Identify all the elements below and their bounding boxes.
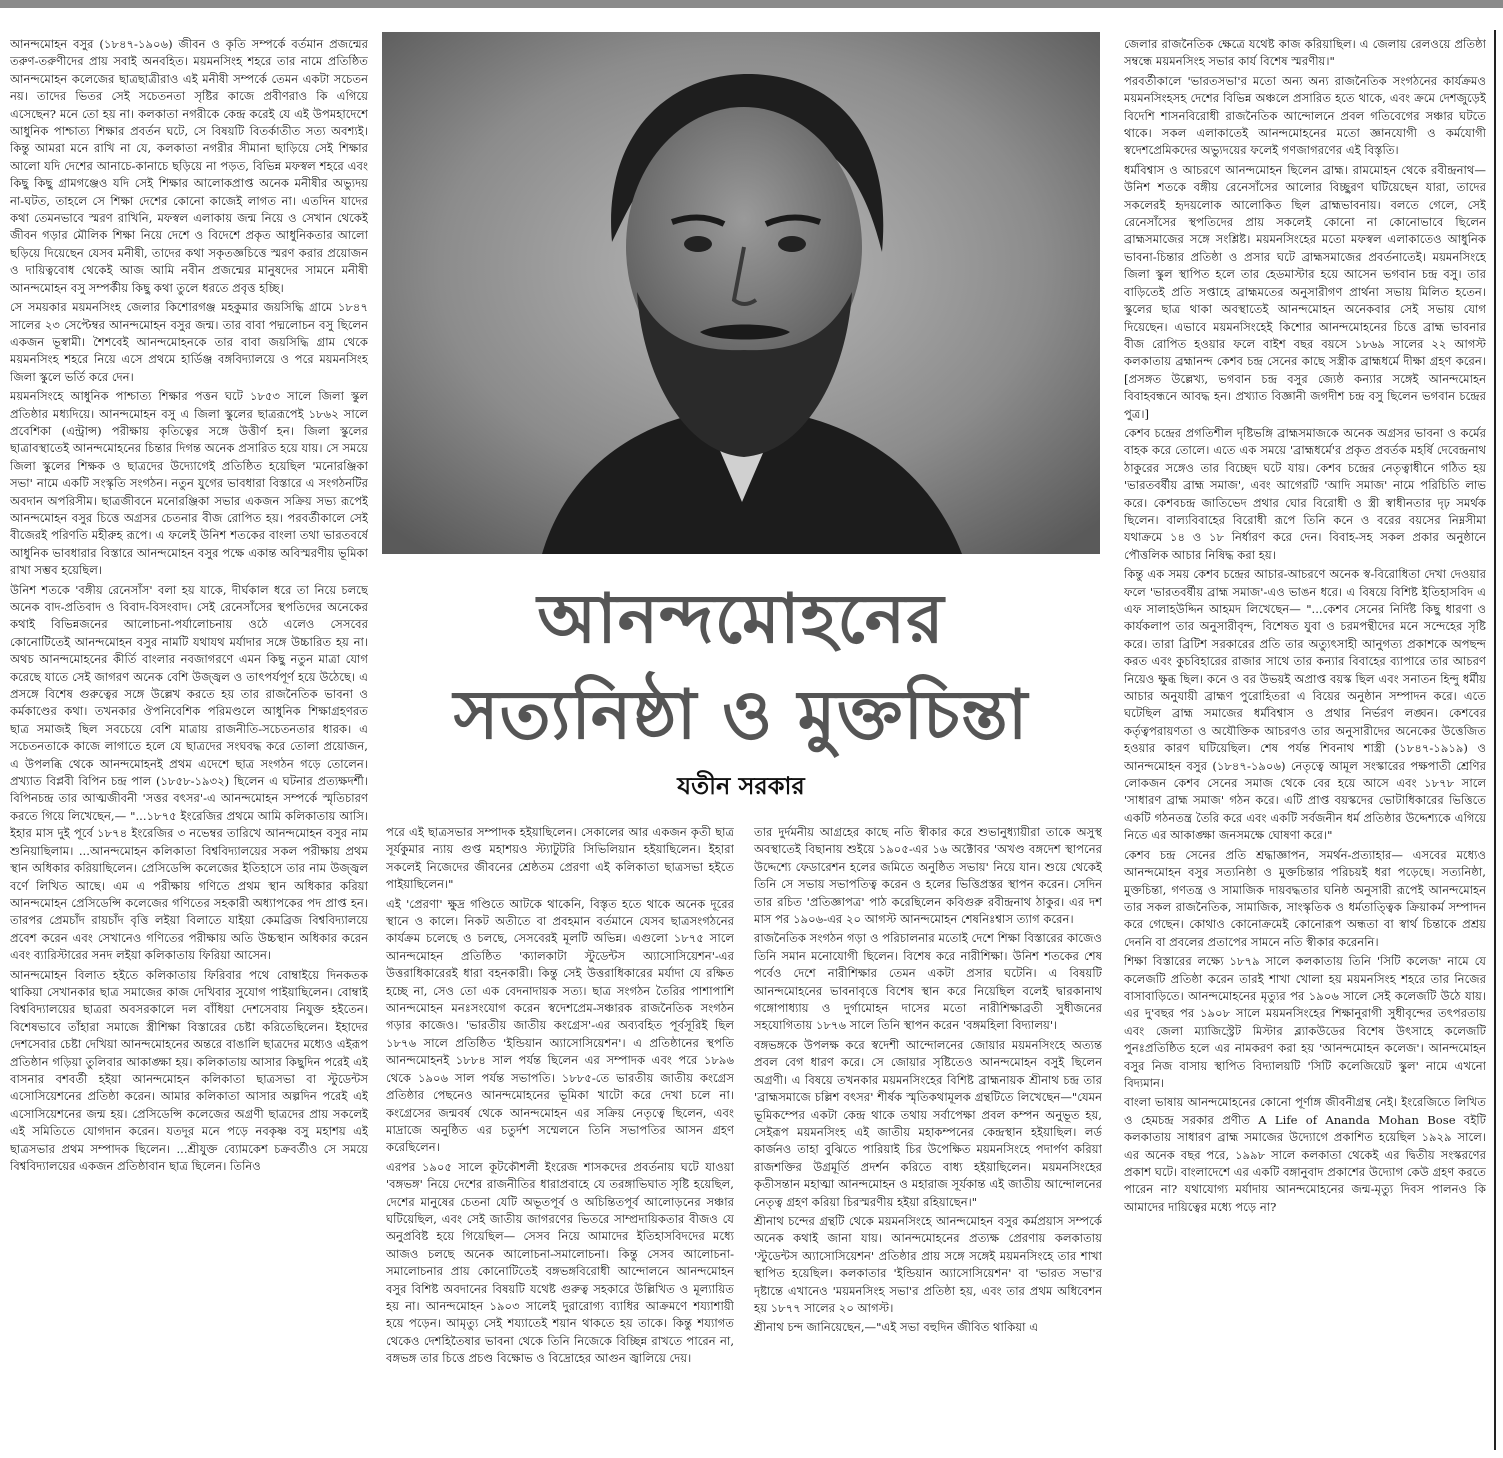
paragraph: পরবর্তীকালে 'ভারতসভা'র মতো অন্য অন্য রাজনৈতিক সংগঠনের কার্যক্রমও ময়মনসিংহসহ দেশের বিভিন্ন অঞ্চলে প্রসারিত হতে থাকে, এবং ক্রমে দেশজুড়েই বিদেশি শাসনবিরোধী রাজনৈতিক আন্দোলনে প্রবল গতিবেগের সঞ্চার ঘটতে থাকে। সকল এলাকাতেই আনন্দমোহনের মতো জ্ঞানযোগী ও কর্মযোগী স্বদেশপ্রেমিকদের অভ্যুদয়ের ফলেই গণজাগরণের এই বিস্তৃতি। <box>1124 73 1486 158</box>
headline <box>382 572 1100 764</box>
paragraph: শিক্ষা বিস্তারের লক্ষ্যে ১৮৭৯ সালে কলকাতায় তিনি 'সিটি কলেজ' নামে যে কলেজটি প্রতিষ্ঠা করেন তারই শাখা খোলা হয় ময়মনসিংহ শহরে তার নিজের বাসাবাড়িতে। আনন্দমোহনের মৃত্যুর পর ১৯০৬ সালে সেই কলেজটি উঠে যায়। এর দু'বছর পর ১৯০৮ সালে ময়মনসিংহের শিক্ষানুরাগী সুধীবৃন্দের তৎপরতায় এবং জেলা ম্যাজিস্ট্রেট মিস্টার ব্ল্যাকউডের বিশেষ উৎসাহে কলেজটি পুনঃপ্রতিষ্ঠিত হলে এর নামকরণ করা হয় 'আনন্দমোহন কলেজ'। আনন্দমোহন বসুর নিজ বাসায় স্থাপিত বিদ্যালয়টি 'সিটি কলেজিয়েট স্কুল' নামে এখনো বিদ্যমান। <box>1124 954 1486 1090</box>
paragraph: এই 'প্রেরণা' ক্ষুদ্র গণ্ডিতে আটকে থাকেনি, বিস্তৃত হতে থাকে অনেক দূরের স্থানে ও কালে। নিকট অতীতে বা প্রবহমান বর্তমানে যেসব ছাত্রসংগঠনের কার্যক্রম চলেছে ও চলছে, সেসবেরই মূলটি অভিন্ন। এগুলো ১৮৭৫ সালে আনন্দমোহন প্রতিষ্ঠিত 'ক্যালকাটা স্টুডেন্টস অ্যাসোসিয়েশন'-এর উত্তরাধিকারেরই ধারা বহনকারী। কিন্তু সেই উত্তরাধিকারের মর্যাদা যে রক্ষিত হচ্ছে না, সেও তো এক বেদনাদায়ক সত্য। ছাত্র সংগঠন তৈরির পাশাপাশি আনন্দমোহন মনঃসংযোগ করেন স্বদেশপ্রেম-সঞ্চারক রাজনৈতিক সংগঠন গড়ার কাজেও। 'ভারতীয় জাতীয় কংগ্রেস'-এর অব্যবহিত পূর্বসূরিই ছিল ১৮৭৬ সালে প্রতিষ্ঠিত 'ইন্ডিয়ান অ্যাসোসিয়েশন'। এ প্রতিষ্ঠানের স্থপতি আনন্দমোহনই ১৮৮৪ সাল পর্যন্ত ছিলেন এর সম্পাদক এবং পরে ১৮৯৬ থেকে ১৯০৬ সাল পর্যন্ত সভাপতি। ১৮৮৫-তে ভারতীয় জাতীয় কংগ্রেস প্রতিষ্ঠার পেছনেও আনন্দমোহনের ভূমিকা খাটো করে দেখা চলে না। কংগ্রেসের জন্মবর্ষ থেকে আনন্দমোহন এর সক্রিয় নেতৃত্বে ছিলেন, এবং মাদ্রাজে অনুষ্ঠিত এর চতুর্দশ সম্মেলনে তিনি সভাপতির আসন গ্রহণ করেছিলেন। <box>386 896 734 1155</box>
paragraph: এরপর ১৯০৫ সালে কূটকৌশলী ইংরেজ শাসকদের প্রবর্তনায় ঘটে যাওয়া 'বঙ্গভঙ্গ' নিয়ে দেশের রাজনীতির ধারাপ্রবাহে যে তরঙ্গাভিঘাত সৃষ্টি হয়েছিল, দেশের মানুষের চেতনা যেটি অভূতপূর্ব ও অচিন্তিতপূর্ব আলোড়নের সঞ্চার ঘটিয়েছিল, এবং সেই জাতীয় জাগরণের ভিতরে সাম্প্রদায়িকতার বীজও যে অনুপ্রবিষ্ট হয়ে গিয়েছিল— সেসব নিয়ে আমাদের ইতিহাসবিদদের মধ্যে আজও চলছে অনেক আলোচনা-সমালোচনা। কিন্তু সেসব আলোচনা-সমালোচনার প্রায় কোনোটিতেই বঙ্গভঙ্গবিরোধী আন্দোলনে আনন্দমোহন বসুর বিশিষ্ট অবদানের বিষয়টি যথেষ্ট গুরুত্ব সহকারে উল্লিখিত ও মূল্যায়িত হয় না। আনন্দমোহন ১৯০৩ সালেই দুরারোগ্য ব্যাধির আক্রমণে শয্যাশায়ী হয়ে পড়েন। আমৃত্যু সেই শয্যাতেই শয়ান থাকতে হয় তাকে। কিন্তু শয্যাগত থেকেও দেশহিতৈষার ভাবনা থেকে তিনি নিজেকে বিচ্ছিন্ন রাখতে পারেন না, বঙ্গভঙ্গ তার চিত্তে প্রচণ্ড বিক্ষোভ ও বিদ্রোহের আগুন জ্বালিয়ে দেয়। <box>386 1159 734 1366</box>
article-column-1 <box>10 36 368 1450</box>
paragraph: জেলার রাজনৈতিক ক্ষেত্রে যথেষ্ট কাজ করিয়াছিল। এ জেলায় রেলওয়ে প্রতিষ্ঠা সম্বন্ধে ময়মনসিংহ সভার কার্য বিশেষ স্মরণীয়।" <box>1124 37 1486 69</box>
headline-line-2: সত্যনিষ্ঠা ও মুক্তচিন্তা <box>453 676 1029 755</box>
paragraph: কেশব চন্দ্রের প্রগতিশীল দৃষ্টিভঙ্গি ব্রাহ্মসমাজকে অনেক অগ্রসর ভাবনা ও কর্মের বাহক করে তোলে। এতে এক সময়ে 'ব্রাহ্মধর্মে'র প্রকৃত প্রবর্তক মহর্ষি দেবেন্দ্রনাথ ঠাকুরের সঙ্গেও তার বিচ্ছেদ ঘটে যায়। কেশব চন্দ্রের নেতৃত্বাধীনে গঠিত হয় 'ভারতবর্ষীয় ব্রাহ্ম সমাজ', এবং আগেরটি 'আদি সমাজ' নামে পরিচিতি লাভ করে। কেশবচন্দ্র জাতিভেদ প্রথার ঘোর বিরোধী ও স্ত্রী স্বাধীনতার দৃঢ় সমর্থক ছিলেন। বাল্যবিবাহের বিরোধী রূপে তিনি কনে ও বরের বয়সের নিম্নসীমা যথাক্রমে ১৪ ও ১৮ নির্ধারণ করে দেন। বিবাহ-সহ সকল প্রকার অনুষ্ঠানে পৌত্তলিক আচার নিষিদ্ধ করা হয়। <box>1124 425 1486 562</box>
paragraph: পরে এই ছাত্রসভার সম্পাদক হইয়াছিলেন। সেকালের আর একজন কৃতী ছাত্র সূর্যকুমার ন্যায় গুপ্ত মহাশয়ও স্ট্যাটুটরি সিভিলিয়ান হইয়াছিলেন। ইহারা সকলেই নিজেদের জীবনের শ্রেষ্ঠতম প্রেরণা এই কলিকাতা ছাত্রসভা হইতে পাইয়াছিলেন।" <box>386 825 734 892</box>
portrait-illustration <box>382 32 1100 554</box>
paragraph: কিন্তু এক সময় কেশব চন্দ্রের আচার-আচরণে অনেক স্ব-বিরোধিতা দেখা দেওয়ার ফলে 'ভারতবর্ষীয় ব্রাহ্ম সমাজ'-এও ভাঙন ধরে। এ বিষয়ে বিশিষ্ট ইতিহাসবিদ এ এফ সালাহউদ্দিন আহমদ লিখেছেন— "...কেশব সেনের নির্দিষ্ট কিছু ধারণা ও কার্যকলাপ তার অনুসারীবৃন্দ, বিশেষত যুবা ও চরমপন্থীদের মনে সন্দেহের সৃষ্টি করে। তারা ব্রিটিশ সরকারের প্রতি তার অত্যুৎসাহী আনুগত্য প্রকাশকে অপছন্দ করত এবং কুচবিহারের রাজার সাথে তার কন্যার বিবাহের ব্যাপারে তার আচরণ নিয়েও ক্ষুব্ধ ছিল। কনে ও বর উভয়ই অপ্রাপ্ত বয়স্ক ছিল এবং সনাতন হিন্দু ধর্মীয় আচার অনুযায়ী ব্রাহ্মণ পুরোহিতরা এ বিয়ের অনুষ্ঠান সম্পাদন করে। এতে ঘটেছিল ব্রাহ্ম সমাজের ধর্মবিশ্বাস ও প্রথার নির্ভরণ লঙ্ঘন। কেশবের কর্তৃত্বপরায়ণতা ও অযৌক্তিক আচরণও তার অনুসারীদের অনেকের উত্তেজিত হওয়ার কারণ ঘটিয়েছিল। শেষ পর্যন্ত শিবনাথ শাস্ত্রী (১৮৪৭-১৯১৯) ও আনন্দমোহন বসুর (১৮৪৭-১৯০৬) নেতৃত্বে আমূল সংস্কারের পক্ষপাতী শ্রেণির লোকজন কেশব সেনের সমাজ থেকে বের হয়ে আসে এবং ১৮৭৮ সালে 'সাধারণ ব্রাহ্ম সমাজ' গঠন করে। এটি প্রাপ্ত বয়স্কদের ভোটাধিকারের ভিত্তিতে একটি গঠনতন্ত্র তৈরি করে এবং একটি সর্বজনীন ধর্ম প্রতিষ্ঠার উদ্দেশ্যকে এগিয়ে নিতে এর আকাঙ্ক্ষা জনসমক্ষে ঘোষণা করে।" <box>1124 567 1486 843</box>
paragraph: শ্রীনাথ চন্দের গ্রন্থটি থেকে ময়মনসিংহে আনন্দমোহন বসুর কর্মপ্রয়াস সম্পর্কে অনেক কথাই জানা যায়। আনন্দমোহনের প্রত্যক্ষ প্রেরণায় কলকাতায় 'স্টুডেন্টস অ্যাসোসিয়েশন' প্রতিষ্ঠার প্রায় সঙ্গে সঙ্গেই ময়মনসিংহে তার শাখা স্থাপিত হয়েছিল। কলকাতার 'ইন্ডিয়ান অ্যাসোসিয়েশন' বা 'ভারত সভা'র দৃষ্টান্তে এখানেও 'ময়মনসিংহ সভা'র প্রতিষ্ঠা হয়, এবং তার প্রথম অধিবেশন হয় ১৮৭৭ সালের ২০ আগস্ট। <box>754 1213 1102 1315</box>
paragraph: ধর্মবিশ্বাস ও আচরণে আনন্দমোহন ছিলেন ব্রাহ্ম। রামমোহন থেকে রবীন্দ্রনাথ— উনিশ শতকে বঙ্গীয় রেনেসাঁসের আলোর বিচ্ছুরণ ঘটিয়েছেন যারা, তাদের সকলেরই হৃদয়লোক আলোকিত ছিল ব্রাহ্মভাবনায়। বলতে গেলে, সেই রেনেসাঁসের স্থপতিদের প্রায় সকলেই কোনো না কোনোভাবে ছিলেন ব্রাহ্মসমাজের সঙ্গে সংশ্লিষ্ট। ময়মনসিংহের মতো মফস্বল এলাকাতেও আধুনিক ভাবনা-চিন্তার প্রতিষ্ঠা ও প্রসার ঘটে ব্রাহ্মসমাজের প্রবর্তনাতেই। ময়মনসিংহে জিলা স্কুল স্থাপিত হলে তার হেডমাস্টার হয়ে আসেন ভগবান চন্দ্র বসু। তার বাড়িতেই প্রতি সপ্তাহে ব্রাহ্মমতের অনুসারীগণ প্রার্থনা সভায় মিলিত হতেন। স্কুলের ছাত্র থাকা অবস্থাতেই আনন্দমোহন অনেকবার সেই সভায় যোগ দিয়েছেন। এভাবে ময়মনসিংহেই কিশোর আনন্দমোহনের চিত্তে ব্রাহ্ম ভাবনার বীজ রোপিত হওয়ার ফলে বাইশ বছর বয়সে ১৮৬৯ সালের ২২ আগস্ট কলকাতায় ব্রহ্মানন্দ কেশব চন্দ্র সেনের কাছে সস্ত্রীক ব্রাহ্মধর্মে দীক্ষা গ্রহণ করেন। [প্রসঙ্গত উল্লেখ্য, ভগবান চন্দ্র বসুর জ্যেষ্ঠ কন্যার সঙ্গেই আনন্দমোহন বিবাহবন্ধনে আবদ্ধ হন। প্রখ্যাত বিজ্ঞানী জগদীশ চন্দ্র বসু ছিলেন ভগবান চন্দ্রের পুত্র।] <box>1124 162 1486 421</box>
portrait-photo <box>382 32 1100 554</box>
paragraph: তার দুর্দমনীয় আগ্রহের কাছে নতি স্বীকার করে শুভানুধ্যায়ীরা তাকে অসুস্থ অবস্থাতেই বিছানায় শুইয়ে ১৯০৫-এর ১৬ অক্টোবর 'অখণ্ড বঙ্গদেশ স্থাপনের উদ্দেশ্যে ফেডারেশন হলের জমিতে অনুষ্ঠিত সভায়' নিয়ে যান। শুয়ে থেকেই তিনি সে সভায় সভাপতিত্ব করেন ও হলের ভিত্তিপ্রস্তর স্থাপন করেন। সেদিন তার রচিত 'প্রতিজ্ঞাপত্র' পাঠ করেছিলেন কবিগুরু রবীন্দ্রনাথ ঠাকুর। এর দশ মাস পর ১৯০৬-এর ২০ আগস্ট আনন্দমোহন শেষনিঃশ্বাস ত্যাগ করেন। <box>754 825 1102 927</box>
column-rule <box>1494 30 1496 1450</box>
byline: যতীন সরকার <box>677 772 805 800</box>
paragraph: বাংলা ভাষায় আনন্দমোহনের কোনো পূর্ণাঙ্গ জীবনীগ্রন্থ নেই। ইংরেজিতে লিখিত ও হেমচন্দ্র সরকার প্রণীত A Life of Ananda Mohan Bose বইটি কলকাতায় সাধারণ ব্রাহ্ম সমাজের উদ্যোগে প্রকাশিত হয়েছিল ১৯২৯ সালে। এর অনেক বছর পরে, ১৯৯৮ সালে কলকাতা থেকেই এর দ্বিতীয় সংস্করণের প্রকাশ ঘটে। বাংলাদেশে এর একটি বঙ্গানুবাদ প্রকাশের উদ্যোগ কেউ গ্রহণ করতে পারেন না? যথাযোগ্য মর্যাদায় আনন্দমোহনের জন্ম-মৃত্যু দিবস পালনও কি আমাদের দায়িত্বের মধ্যে পড়ে না? <box>1124 1095 1486 1214</box>
paragraph: কেশব চন্দ্র সেনের প্রতি শ্রদ্ধাজ্ঞাপন, সমর্থন-প্রত্যাহার— এসবের মধ্যেও আনন্দমোহন বসুর সত্যনিষ্ঠা ও মুক্তচিন্তার পরিচয়ই ধরা পড়েছে। সত্যনিষ্ঠা, মুক্তচিন্তা, গণতন্ত্র ও সামাজিক দায়বদ্ধতার ঘনিষ্ঠ অনুসারী রূপেই আনন্দমোহন তার সকল রাজনৈতিক, সামাজিক, সাংস্কৃতিক ও ধর্মতাত্ত্বিক ক্রিয়াকর্ম সম্পাদন করে গেছেন। কোথাও কোনোক্রমেই কোনোরূপ অন্ধতা বা স্বার্থ চিন্তাকে প্রশ্রয় দেননি বা প্রবলের প্রতাপের সামনে নতি স্বীকার করেননি। <box>1124 847 1486 949</box>
paragraph: সে সময়কার ময়মনসিংহ জেলার কিশোরগঞ্জ মহকুমার জয়সিদ্ধি গ্রামে ১৮৪৭ সালের ২৩ সেপ্টেম্বর আনন্দমোহন বসুর জন্ম। তার বাবা পদ্মলোচন বসু ছিলেন একজন ভূস্বামী। শৈশবেই আনন্দমোহনকে তার বাবা জয়সিদ্ধি গ্রাম থেকে ময়মনসিংহ শহরে নিয়ে এসে প্রথমে হার্ডিঞ্জ বঙ্গবিদ্যালয়ে ও পরে ময়মনসিংহ জিলা স্কুলে ভর্তি করে দেন। <box>10 300 368 384</box>
article-column-2 <box>386 824 734 1450</box>
paragraph: আনন্দমোহন বিলাত হইতে কলিকাতায় ফিরিবার পথে বোম্বাইয়ে দিনকতক থাকিয়া সেখানকার ছাত্র সমাজের কাজ দেখিবার সুযোগ পাইয়াছিলেন। বোম্বাই বিশ্ববিদ্যালয়ের ছাত্ররা অবসরকালে দল বাঁধিয়া দেশসেবায় নিযুক্ত হইতেন। বিশেষভাবে তাঁহারা সমাজে স্ত্রীশিক্ষা বিস্তারের চেষ্টা করিতেছিলেন। ইহাদের দেশসেবার চেষ্টা দেখিয়া আনন্দমোহনের অন্তরে বাঙালি ছাত্রদের মধ্যেও এইরূপ প্রতিষ্ঠান গড়িয়া তুলিবার আকাঙ্ক্ষা হয়। কলিকাতায় আসার কিছুদিন পরেই এই বাসনার বশবর্তী হইয়া আনন্দমোহন কলিকাতা ছাত্রসভা বা স্টুডেন্টস এসোসিয়েশনের প্রতিষ্ঠা করেন। আমার কলিকাতা আসার অল্পদিন পরেই এই এসোসিয়েশনের জন্ম হয়। প্রেসিডেন্সি কলেজের অগ্রণী ছাত্রদের প্রায় সকলেই এই সমিতিতে যোগদান করেন। যতদূর মনে পড়ে নবকৃষ্ণ বসু মহাশয় এই ছাত্রসভার প্রথম সম্পাদক ছিলেন। ...শ্রীযুক্ত ব্যোমকেশ চক্রবর্তীও সে সময়ে বিশ্ববিদ্যালয়ের একজন প্রতিষ্ঠাবান ছাত্র ছিলেন। তিনিও <box>10 967 368 1173</box>
paragraph: আনন্দমোহন বসুর (১৮৪৭-১৯০৬) জীবন ও কৃতি সম্পর্কে বর্তমান প্রজন্মের তরুণ-তরুণীদের প্রায় সবাই অনবহিত। ময়মনসিংহ শহরে তার নামে প্রতিষ্ঠিত আনন্দমোহন কলেজের ছাত্রছাত্রীরাও এই মনীষী সম্পর্কে তেমন একটা সচেতন নয়। তাদের ভিতর সেই সচেতনতা সৃষ্টির কাজে প্রবীণরাও কি এগিয়ে এসেছেন? মনে তো হয় না। কলকাতা নগরীকে কেন্দ্র করেই যে এই উপমহাদেশে আধুনিক পাশ্চাত্য শিক্ষার প্রবর্তন ঘটে, সে বিষয়টি বিতর্কাতীত সত্য অবশ্যই। কিন্তু আমরা মনে রাখি না যে, কলকাতা নগরীর সীমানা ছাড়িয়ে সেই শিক্ষার আলো যদি দেশের আনাচে-কানাচে ছড়িয়ে না পড়ত, বিভিন্ন মফস্বল শহরে এবং কিছু কিছু গ্রামগঞ্জেও যদি সেই শিক্ষার আলোকপ্রাপ্ত অনেক মনীষীর অভ্যুদয় না-ঘটত, তাহলে সে শিক্ষা দেশের কোনো কাজেই লাগত না। এতদিন যাদের কথা তেমনভাবে স্মরণ রাখিনি, মফস্বল এলাকায় জন্ম নিয়ে ও সেখান থেকেই জীবন গড়ার মৌলিক শিক্ষা নিয়ে দেশে ও বিদেশে প্রকৃত আধুনিকতার আলো ছড়িয়ে দিয়েছেন যেসব মনীষী, তাদের কথা সকৃতজ্ঞচিত্তে স্মরণ করার প্রয়োজন ও দায়িত্ববোধ থেকেই আজ আমি নবীন প্রজন্মের মানুষদের সামনে মনীষী আনন্দমোহন বসু সম্পর্কীয় কিছু কথা তুলে ধরতে প্রবৃত্ত হচ্ছি। <box>10 37 368 295</box>
paragraph: রাজনৈতিক সংগঠন গড়া ও পরিচালনার মতোই দেশে শিক্ষা বিস্তারের কাজেও তিনি সমান মনোযোগী ছিলেন। বিশেষ করে নারীশিক্ষা। উনিশ শতকের শেষ পর্বেও দেশে নারীশিক্ষার তেমন একটা প্রসার ঘটেনি। এ বিষয়টি আনন্দমোহনের ভাবনাবৃত্তে বিশেষ স্থান করে নিয়েছিল বলেই দ্বারকানাথ গঙ্গোপাধ্যায় ও দুর্গামোহন দাসের মতো নারীশিক্ষাব্রতী সুধীজনের সহযোগিতায় ১৮৭৬ সালে তিনি স্থাপন করেন 'বঙ্গমহিলা বিদ্যালয়'। <box>754 931 1102 1033</box>
paragraph: শ্রীনাথ চন্দ জানিয়েছেন,—"এই সভা বহুদিন জীবিত থাকিয়া এ <box>754 1320 1039 1335</box>
headline-line-1: আনন্দমোহনের <box>537 580 945 659</box>
top-rule <box>0 0 1503 8</box>
paragraph: উনিশ শতকে 'বঙ্গীয় রেনেসাঁস' বলা হয় যাকে, দীর্ঘকাল ধরে তা নিয়ে চলছে অনেক বাদ-প্রতিবাদ ও বিবাদ-বিসংবাদ। সেই রেনেসাঁসের স্থপতিদের অনেকের কথাই বিভিন্নজনের আলোচনা-পর্যালোচনায় ওঠে এলেও সেসবের কোনোটিতেই আনন্দমোহন বসুর নামটি যথাযথ মর্যাদার সঙ্গে উচ্চারিত হয় না। অথচ আনন্দমোহনের কীর্তি বাংলার নবজাগরণে এমন কিছু নতুন মাত্রা যোগ করেছে যাতে সেই জাগরণ অনেক বেশি উজ্জ্বল ও তাৎপর্যপূর্ণ হয়ে উঠেছে। এ প্রসঙ্গে বিশেষ গুরুত্বের সঙ্গে উল্লেখ করতে হয় তার রাজনৈতিক ভাবনা ও কর্মকাণ্ডের কথা। তখনকার ঔপনিবেশিক পরিমণ্ডলে আধুনিক শিক্ষাগ্রহণরত ছাত্র সমাজই ছিল সবচেয়ে বেশি মাত্রায় রাজনীতি-সচেতনতার ধারক। এ সচেতনতাকে কাজে লাগাতে হলে যে ছাত্রদের সংঘবদ্ধ করে তোলা প্রয়োজন, এ উপলব্ধি থেকে আনন্দমোহনই প্রথম এদেশে ছাত্র সংগঠন গড়ে তোলেন। প্রখ্যাত বিপ্লবী বিপিন চন্দ্র পাল (১৮৫৮-১৯৩২) ছিলেন এ ঘটনার প্রত্যক্ষদর্শী। বিপিনচন্দ্র তার আত্মজীবনী 'সত্তর বৎসর'-এ আনন্দমোহন সম্পর্কে স্মৃতিচারণ করতে গিয়ে লিখেছেন,— "...১৮৭৫ ইংরেজির প্রথমে আমি কলিকাতায় আসি। ইহার মাস দুই পূর্বে ১৮৭৪ ইংরেজির ৩ নভেম্বর তারিখে আনন্দমোহন বসুর নাম শুনিয়াছিলাম। ...আনন্দমোহন কলিকাতা বিশ্ববিদ্যালয়ের সকল পরীক্ষায় প্রথম স্থান অধিকার করিয়াছিলেন। প্রেসিডেন্সি কলেজের ইতিহাসে তার নাম উজ্জ্বল বর্ণে লিখিত আছে। এম এ পরীক্ষায় গণিতে প্রথম স্থান অধিকার করিয়া আনন্দমোহন প্রেসিডেন্সি কলেজের গণিতের সহকারী অধ্যাপকের পদ প্রাপ্ত হন। তারপর প্রেমচাঁদ রায়চাঁদ বৃত্তি লইয়া বিলাতে যাইয়া কেমব্রিজ বিশ্ববিদ্যালয়ে প্রবেশ করেন এবং সেখানেও গণিতের পরীক্ষায় অতি উচ্চস্থান অধিকার করেন এবং ব্যারিস্টারের সনদ লইয়া কলিকাতায় ফিরিয়া আসেন। <box>10 582 368 963</box>
article-column-3 <box>754 824 1102 1450</box>
paragraph: বঙ্গভঙ্গকে উপলক্ষ করে স্বদেশী আন্দোলনের জোয়ার ময়মনসিংহে অত্যন্ত প্রবল বেগ ধারণ করে। সে জোয়ার সৃষ্টিতেও আনন্দমোহন বসুই ছিলেন অগ্রণী। এ বিষয়ে তখনকার ময়মনসিংহের বিশিষ্ট ব্রাহ্মনায়ক শ্রীনাথ চন্দ্র তার 'ব্রাহ্মসমাজে চল্লিশ বৎসর' শীর্ষক স্মৃতিকথামূলক গ্রন্থটিতে লিখেছেন—"যেমন ভূমিকম্পের একটা কেন্দ্র থাকে তথায় সর্বাপেক্ষা প্রবল কম্পন অনুভূত হয়, সেইরূপ ময়মনসিংহ এই জাতীয় মহাকম্পনের কেন্দ্রস্থান হইয়াছিল। লর্ড কার্জনও তাহা বুঝিতে পারিয়াই চির উপেক্ষিত ময়মনসিংহে পদার্পণ করিয়া রাজশক্তির উগ্রমূর্তি প্রদর্শন করিতে বাধ্য হইয়াছিলেন। ময়মনসিংহের কৃতীসন্তান মহাত্মা আনন্দমোহন ও মহারাজ সূর্যকান্ত এই জাতীয় আন্দোলনের নেতৃত্ব গ্রহণ করিয়া চিরস্মরণীয় হইয়া রহিয়াছেন।" <box>754 1037 1102 1209</box>
paragraph: ময়মনসিংহে আধুনিক পাশ্চাত্য শিক্ষার পত্তন ঘটে ১৮৫৩ সালে জিলা স্কুল প্রতিষ্ঠার মধ্যদিয়ে। আনন্দমোহন বসু এ জিলা স্কুলের ছাত্ররূপেই ১৮৬২ সালে প্রবেশিকা (এন্ট্রান্স) পরীক্ষায় কৃতিত্বের সঙ্গে উত্তীর্ণ হন। জিলা স্কুলের ছাত্রাবস্থাতেই আনন্দমোহনের চিন্তার দিগন্ত অনেক প্রসারিত হয়ে যায়। সে সময়ে জিলা স্কুলের শিক্ষক ও ছাত্রদের উদ্যোগেই প্রতিষ্ঠিত হয়েছিল 'মনোরঞ্জিকা সভা' নামে একটি সংস্কৃতি সংগঠন। নতুন যুগের ভাবধারা বিস্তারে এ সংগঠনটির অবদান অপরিসীম। ছাত্রজীবনে মনোরঞ্জিকা সভার একজন সক্রিয় সভ্য রূপেই আনন্দমোহন বসুর চিত্তে অগ্রসর চেতনার বীজ রোপিত হয়। পরবর্তীকালে সেই বীজেরই পরিণতি মহীরুহ রূপে। এ ফলেই উনিশ শতকের বাংলা তথা ভারতবর্ষে আধুনিক ভাবধারার বিস্তারে আনন্দমোহন বসুর পক্ষে একান্ত অবিস্মরণীয় ভূমিকা রাখা সম্ভব হয়েছিল। <box>10 389 368 578</box>
article-column-4 <box>1124 36 1486 1450</box>
